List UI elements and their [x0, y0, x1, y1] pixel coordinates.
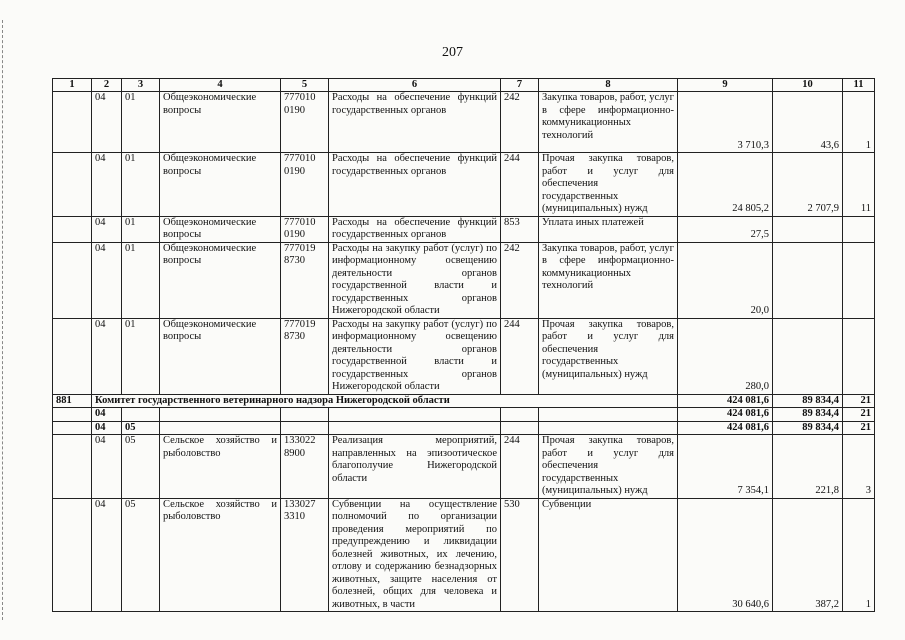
- cell-c11: 3: [843, 435, 875, 499]
- cell-c5: 777019 8730: [281, 318, 329, 394]
- subsection-row: [53, 421, 875, 435]
- section-row: [53, 408, 875, 422]
- cell-c10: 43,6: [773, 92, 843, 153]
- cell-c9: 20,0: [678, 242, 773, 318]
- cell-c11: [843, 318, 875, 394]
- cell-c11: 1: [843, 498, 875, 612]
- cell-c2: 04: [92, 421, 122, 435]
- cell-c5: 133027 3310: [281, 498, 329, 612]
- cell-c7: 244: [501, 435, 539, 499]
- cell-c7: 242: [501, 92, 539, 153]
- header-row: [53, 79, 875, 92]
- cell-c10: 221,8: [773, 435, 843, 499]
- cell-c8: Прочая закупка товаров, работ и услуг для обеспечения государственных (муниципальных) нужд: [539, 318, 678, 394]
- cell-c2: 04: [92, 92, 122, 153]
- table-row: [53, 498, 875, 612]
- cell-c11: 21: [843, 408, 875, 422]
- cell-c2: 04: [92, 408, 122, 422]
- cell-c10: 2 707,9: [773, 153, 843, 217]
- cell-c5: 777019 8730: [281, 242, 329, 318]
- page-number: 207: [442, 45, 463, 60]
- cell-c3: 01: [122, 318, 160, 394]
- cell-c3: 01: [122, 216, 160, 242]
- binding-margin-line: [2, 20, 3, 620]
- cell-c7: 244: [501, 153, 539, 217]
- cell-c9: 7 354,1: [678, 435, 773, 499]
- cell-c8: Прочая закупка товаров, работ и услуг для обеспечения государственных (муниципальных) нужд: [539, 435, 678, 499]
- cell-c11: [843, 216, 875, 242]
- cell-c2: 04: [92, 216, 122, 242]
- cell-c8: Закупка товаров, работ, услуг в сфере информационно-коммуникационных технологий: [539, 92, 678, 153]
- cell-c2: 04: [92, 498, 122, 612]
- budget-table: [52, 78, 875, 612]
- cell-c6: Субвенции на осуществление полномочий по организации проведения мероприятий по предупреждению и ликвидации болезней животных, их лечению, отлову и содержанию безнадзорных животных, защите населения от болезней, общих для человека и животных, в части: [329, 498, 501, 612]
- header-cell: 5: [281, 79, 329, 92]
- cell-c4: Сельское хозяйство и рыболовство: [160, 498, 281, 612]
- header-cell: 7: [501, 79, 539, 92]
- cell-c3: 01: [122, 92, 160, 153]
- cell-c10: [773, 242, 843, 318]
- cell-c2: 04: [92, 318, 122, 394]
- cell-c9: 3 710,3: [678, 92, 773, 153]
- cell-c9: 30 640,6: [678, 498, 773, 612]
- cell-c9: 24 805,2: [678, 153, 773, 217]
- cell-c8: Прочая закупка товаров, работ и услуг для обеспечения государственных (муниципальных) нужд: [539, 153, 678, 217]
- cell-c4: Общеэкономические вопросы: [160, 153, 281, 217]
- table-row: [53, 318, 875, 394]
- cell-c11: 21: [843, 421, 875, 435]
- cell-c4: Общеэкономические вопросы: [160, 242, 281, 318]
- cell-c10: [773, 216, 843, 242]
- cell-c11: 21: [843, 394, 875, 408]
- cell-c8: Закупка товаров, работ, услуг в сфере информационно-коммуникационных технологий: [539, 242, 678, 318]
- cell-c8: Уплата иных платежей: [539, 216, 678, 242]
- header-cell: 4: [160, 79, 281, 92]
- cell-c9: 424 081,6: [678, 408, 773, 422]
- cell-c6: Расходы на закупку работ (услуг) по информационному освещению деятельности органов государственной власти и государственных органов Нижегородской области: [329, 318, 501, 394]
- cell-c2: 04: [92, 242, 122, 318]
- cell-c9: 424 081,6: [678, 394, 773, 408]
- header-cell: 1: [53, 79, 92, 92]
- cell-c9: 424 081,6: [678, 421, 773, 435]
- cell-c6: Расходы на закупку работ (услуг) по информационному освещению деятельности органов государственной власти и государственных органов Нижегородской области: [329, 242, 501, 318]
- cell-c9: 27,5: [678, 216, 773, 242]
- cell-c10: 387,2: [773, 498, 843, 612]
- header-cell: 2: [92, 79, 122, 92]
- table-row: [53, 216, 875, 242]
- cell-c9: 280,0: [678, 318, 773, 394]
- cell-c7: 242: [501, 242, 539, 318]
- header-cell: 11: [843, 79, 875, 92]
- table-row: [53, 153, 875, 217]
- cell-c5: 133022 8900: [281, 435, 329, 499]
- cell-c6: Расходы на обеспечение функций государственных органов: [329, 153, 501, 217]
- header-cell: 3: [122, 79, 160, 92]
- cell-c6: Реализация мероприятий, направленных на эпизоотическое благополучие Нижегородской области: [329, 435, 501, 499]
- cell-c4: Общеэкономические вопросы: [160, 318, 281, 394]
- cell-c11: 1: [843, 92, 875, 153]
- cell-c5: 777010 0190: [281, 216, 329, 242]
- cell-c3: 05: [122, 421, 160, 435]
- cell-c7: 853: [501, 216, 539, 242]
- cell-c11: 11: [843, 153, 875, 217]
- header-cell: 8: [539, 79, 678, 92]
- cell-c7: 244: [501, 318, 539, 394]
- cell-c11: [843, 242, 875, 318]
- cell-c6: Расходы на обеспечение функций государственных органов: [329, 92, 501, 153]
- cell-c7: 530: [501, 498, 539, 612]
- header-cell: 9: [678, 79, 773, 92]
- table-row: [53, 92, 875, 153]
- cell-c4: Общеэкономические вопросы: [160, 92, 281, 153]
- cell-c10: 89 834,4: [773, 394, 843, 408]
- cell-c4: Сельское хозяйство и рыболовство: [160, 435, 281, 499]
- cell-c5: 777010 0190: [281, 92, 329, 153]
- cell-c3: 05: [122, 435, 160, 499]
- cell-c2: 04: [92, 435, 122, 499]
- cell-c3: 05: [122, 498, 160, 612]
- header-cell: 6: [329, 79, 501, 92]
- table-row: [53, 242, 875, 318]
- cell-c3: 01: [122, 153, 160, 217]
- table-row: [53, 435, 875, 499]
- cell-c5: 777010 0190: [281, 153, 329, 217]
- cell-c4: Общеэкономические вопросы: [160, 216, 281, 242]
- committee-row: [53, 394, 875, 408]
- cell-c10: [773, 318, 843, 394]
- cell-c10: 89 834,4: [773, 421, 843, 435]
- committee-code: 881: [53, 394, 92, 408]
- cell-c3: 01: [122, 242, 160, 318]
- cell-c8: Субвенции: [539, 498, 678, 612]
- cell-c10: 89 834,4: [773, 408, 843, 422]
- cell-c2: 04: [92, 153, 122, 217]
- committee-name: Комитет государственного ветеринарного надзора Нижегородской области: [92, 394, 678, 408]
- header-cell: 10: [773, 79, 843, 92]
- cell-c6: Расходы на обеспечение функций государственных органов: [329, 216, 501, 242]
